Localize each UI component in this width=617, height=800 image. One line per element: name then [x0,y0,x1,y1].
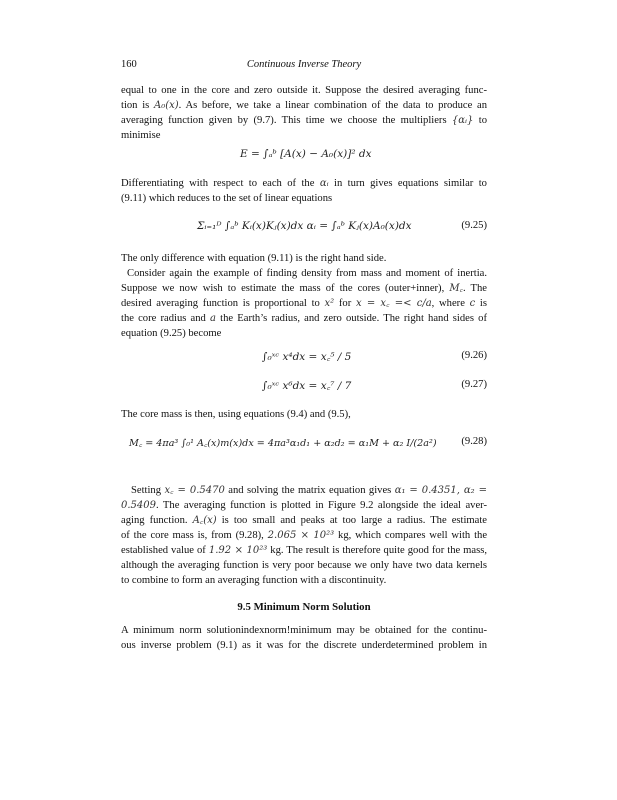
math-inline: 1.92 × 10²³ [208,545,268,556]
text-span: is too small and peaks at too large a radius. The estimate [221,515,487,526]
text-span: Suppose we now wish to estimate the mass of the cores (outer+inner), [121,283,445,294]
equation-number-9-25: (9.25) [461,220,487,231]
text-span: kg. The result is therefore quite good for the mass, [270,545,488,556]
text-span: in turn gives equations similar to [334,178,487,189]
text-span: . The averaging function is plotted in Figure 9.2 alongside the ideal aver- [156,500,487,511]
equation-9-25: Σᵢ₌₁ᴰ ∫ₐᵇ Kᵢ(x)Kⱼ(x)dx αᵢ = ∫ₐᵇ Kⱼ(x)A₀(x)dx [197,220,412,232]
equation-number-9-28: (9.28) [461,436,487,447]
text-span: the Earth’s radius, and zero outside. The right hand sides of [220,313,487,324]
math-inline: a [210,313,216,324]
equation-9-27: ∫₀ˣᶜ x⁶dx = x꜀⁷ / 7 [262,380,352,392]
math-inline: A꜀(x) [192,515,217,526]
text-span: is [479,298,487,309]
equation-9-26: ∫₀ˣᶜ x⁴dx = x꜀⁵ / 5 [262,351,352,363]
text-span: aging function. [121,515,188,526]
para1-line3 [121,113,487,128]
math-inline: x = x꜀ =< c/a [355,298,432,309]
math-inline: αᵢ [319,178,329,189]
text-span: established value of [121,545,206,556]
para6-line2: ous inverse problem (9.1) as it was for the discrete underdetermined problem in [121,640,487,651]
text-span: to [478,115,488,126]
math-inline: M꜀ [449,283,464,294]
para2-line1 [121,176,487,191]
text-span: averaging function given by (9.7). This time we choose the multipliers [121,115,447,126]
text-span: for [338,298,352,309]
page-number: 160 [121,59,137,70]
para6-line1: A minimum norm solutionindexnorm!minimum may be obtained for the continu- [121,625,487,636]
text-span: tion is [121,100,150,111]
text-span: . The [463,283,488,294]
para3-line6: equation (9.25) become [121,328,222,339]
para5-line1 [131,483,487,498]
para1-line1: equal to one in the core and zero outside it. Suppose the desired averaging func- [121,85,487,96]
para2-line2: (9.11) which reduces to the set of linear equations [121,193,333,204]
para5-line3 [121,513,487,528]
equation-number-9-27: (9.27) [461,379,487,390]
para1-line2 [121,98,487,113]
math-inline: α₁ = 0.4351, α₂ = [394,485,487,496]
equation-E: E = ∫ₐᵇ [A(x) − A₀(x)]² dx [240,148,372,160]
equation-number-9-26: (9.26) [461,350,487,361]
text-span: of the core mass is, from (9.28), [121,530,264,541]
section-heading: 9.5 Minimum Norm Solution [237,601,371,613]
para3-line3 [121,281,487,296]
text-span: Differentiating with respect to each of the [121,178,315,189]
math-inline: x² [324,298,335,309]
para5-line6: although the averaging function is very poor because we only have two data kernels [121,560,487,571]
para1-line4: minimise [121,130,161,141]
para5-line2 [121,498,487,513]
para5-line5 [121,543,487,558]
text-span: and solving the matrix equation gives [228,485,392,496]
para4-line1: The core mass is then, using equations (9.4) and (9.5), [121,409,351,420]
para5-line4 [121,528,487,543]
text-span: desired averaging function is proportional to [121,298,320,309]
text-span: kg, which compares well with the [338,530,488,541]
text-span: Setting [131,485,162,496]
para3-line1: The only difference with equation (9.11) is the right hand side. [121,253,387,264]
para3-line4 [121,296,487,311]
math-inline: c [469,298,476,309]
equation-9-28: M꜀ = 4πa³ ∫₀¹ A꜀(x)m(x)dx = 4πa³α₁d₁ + α₂d₂ = α₁M + α₂ I/(2a²) [129,438,437,449]
math-inline: 0.5409 [121,500,156,511]
text-span: . As before, we take a linear combination of the data to produce an [178,100,487,111]
math-inline: {αᵢ} [451,115,474,126]
math-inline: x꜀ = 0.5470 [164,485,225,496]
math-inline: 2.065 × 10²³ [267,530,335,541]
para3-line2: Consider again the example of finding density from mass and moment of inertia. [127,268,487,279]
text-span: the core radius and [121,313,206,324]
running-title: Continuous Inverse Theory [246,59,362,70]
para3-line5 [121,311,487,326]
para5-line7: to combine to form an averaging function with a discontinuity. [121,575,387,586]
math-inline: A₀(x) [153,100,179,111]
running-header [121,59,487,75]
text-span: , where [431,298,465,309]
